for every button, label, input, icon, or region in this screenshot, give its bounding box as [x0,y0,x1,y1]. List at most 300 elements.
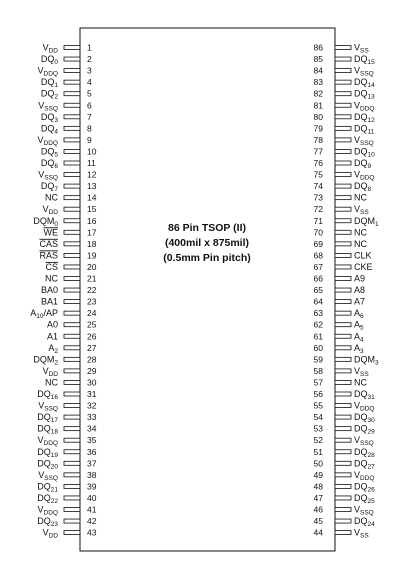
pin-signal [354,458,375,470]
pin-number: 70 [313,227,323,238]
pin-signal [48,343,58,355]
signal-subscript: 25 [367,497,375,505]
pin-signal [37,412,58,424]
signal-subscript: DDQ [360,174,375,182]
pin-lead [64,427,80,431]
signal-name: BA1 [40,296,58,307]
signal-subscript: DD [48,370,58,378]
pin-lead [64,230,80,234]
signal-subscript: 5 [360,324,364,332]
pin-signal [354,412,375,424]
pin-lead [64,404,80,408]
pin-lead [335,184,351,188]
pin-number: 5 [87,88,92,99]
signal-subscript: 24 [367,521,375,529]
signal-name: A [354,319,361,330]
pin-signal [38,135,58,147]
pin-lead [335,461,351,465]
pin-number: 12 [87,169,97,180]
pin-number: 22 [87,285,97,296]
pin-lead [335,103,351,107]
signal-name: V [354,435,361,446]
signal-subscript: 11 [367,128,375,136]
pin-signal [354,447,375,459]
signal-name: V [354,169,361,180]
pin-signal [41,77,59,89]
pin-signal [38,435,58,447]
pin-lead [64,277,80,281]
signal-name: CAS [39,238,58,249]
signal-subscript: 4 [54,128,58,136]
pin-lead [64,450,80,454]
signal-name: DQ [37,412,51,423]
pin-70 [314,227,368,237]
signal-name: V [38,169,45,180]
pin-signal [354,227,367,237]
pin-lead [64,46,80,50]
signal-name: V [37,435,44,446]
pin-number: 48 [313,481,323,492]
signal-name: A9 [354,273,366,284]
pin-signal [37,493,58,505]
pin-signal [38,505,58,517]
pin-number: 83 [313,77,323,88]
pin-signal [47,331,58,341]
signal-subscript: 7 [54,186,58,194]
signal-subscript: 16 [50,394,58,401]
signal-name: A [48,342,55,353]
pin-number: 43 [87,527,97,538]
signal-subscript: SS [360,209,369,217]
signal-name: DQ [354,389,368,399]
pin-lead [335,323,351,327]
pin-number: 2 [87,54,92,65]
pin-signal [45,274,58,284]
signal-subscript: DDQ [43,440,58,448]
pin-signal [41,181,59,193]
pin-number: 78 [313,134,323,145]
pin-signal [38,401,58,413]
pin-signal [30,308,58,320]
signal-subscript: 10 [367,151,375,159]
pin-lead [335,531,351,535]
signal-name: V [354,65,361,76]
pin-signal [354,146,375,158]
pin-23 [41,297,97,307]
pin-number: 27 [87,342,97,353]
pin-lead [64,161,80,165]
pin-lead [335,300,351,304]
pin-lead [64,415,80,419]
pin-lead [335,92,351,96]
pin-number: 42 [87,516,97,527]
pin-signal [33,216,58,228]
pin-number: 6 [87,100,92,111]
signal-subscript: 0 [54,220,58,228]
pin-lead [64,207,80,211]
signal-name: V [42,42,49,53]
pin-lead [335,519,351,523]
pin-signal [41,146,59,158]
pin-lead [64,253,80,257]
pin-67 [314,262,373,272]
pin-number: 4 [87,77,92,88]
pin-number: 24 [87,308,97,319]
pin-number: 51 [313,446,323,457]
signal-name: DQ [37,423,51,434]
pin-lead [335,219,351,223]
pin-number: 80 [313,111,323,122]
pin-65 [314,285,365,295]
signal-name: V [354,400,361,411]
pin-lead [64,149,80,153]
pin-signal [45,193,58,203]
signal-name: A1 [46,331,58,342]
signal-name: DQ [40,123,55,134]
pin-signal [354,354,379,366]
signal-name: V [354,134,361,145]
signal-subscript: SSQ [44,474,58,482]
pin-lead [335,149,351,153]
signal-subscript: 2 [54,93,58,101]
pin-number: 21 [87,273,97,284]
pin-lead [335,196,351,200]
pin-number: 66 [313,273,323,284]
signal-name: DQM [33,215,55,226]
pin-signal [354,424,375,436]
signal-subscript: SS [360,47,369,55]
pin-number: 34 [87,423,97,434]
signal-name: V [354,527,361,538]
pin-number: 55 [313,400,323,411]
signal-name: DQ [37,458,51,469]
pin-number: 65 [313,285,323,296]
pin-number: 18 [87,238,97,249]
pin-lead [64,392,80,396]
signal-name: DQ [40,146,55,157]
pin-number: 68 [313,250,323,261]
pin-signal [354,331,364,343]
signal-name: DQ [354,516,368,527]
pin-number: 82 [313,88,323,99]
pin-lead [64,531,80,535]
pin-lead [335,427,351,431]
pin-lead [64,57,80,61]
signal-name: DQ [40,77,55,88]
signal-subscript: 1 [375,220,379,228]
pin-signal [41,297,58,307]
pin-signal [354,528,369,540]
pin-57 [314,377,368,387]
pin-signal [354,250,372,260]
signal-subscript: 3 [360,347,364,355]
pin-signal [354,285,365,295]
pin-signal [45,377,58,387]
signal-subscript: SSQ [360,440,374,448]
pin-number: 36 [87,446,97,457]
signal-name: NC [354,377,367,388]
signal-subscript: 2 [54,347,58,355]
pin-number: 76 [313,158,323,168]
pin-signal [39,239,58,249]
pin-number: 15 [87,204,97,215]
signal-name: V [38,100,45,111]
signal-subscript: SS [360,532,369,540]
signal-subscript: 9 [367,163,372,170]
signal-subscript: DD [48,209,58,217]
pin-lead [64,346,80,350]
pin-number: 58 [313,365,323,376]
pin-signal [354,216,379,228]
pin-lead [335,392,351,396]
pin-signal [354,239,367,249]
pin-lead [335,230,351,234]
pin-signal [354,158,372,170]
signal-subscript: DD [48,532,58,540]
pin-number: 8 [87,123,92,134]
signal-subscript: 21 [50,486,58,494]
signal-suffix: /AP [43,308,58,319]
pin-lead [335,484,351,488]
pin-17 [44,227,97,237]
pin-lead [335,288,351,292]
pin-number: 3 [87,65,92,76]
pin-number: 32 [87,400,97,411]
signal-name: DQ [37,481,51,492]
pin-signal [43,366,59,378]
pin-signal [354,493,375,505]
pin-number: 45 [313,516,323,527]
pin-66 [314,274,365,284]
signal-subscript: SSQ [44,405,58,413]
pin-signal [354,181,372,193]
signal-subscript: 26 [367,486,375,494]
pin-number: 30 [87,377,97,388]
pin-signal [33,354,58,366]
pin-lead [335,473,351,477]
pin-number: 28 [87,354,97,365]
signal-name: CKE [354,261,373,272]
pin-lead [64,288,80,292]
signal-subscript: DD [48,47,58,55]
pin-number: 64 [313,296,323,307]
pin-number: 53 [313,423,323,434]
pin-signal [354,262,373,272]
signal-subscript: 20 [50,463,58,471]
pin-64 [314,297,365,307]
pin-lead [64,219,80,223]
signal-subscript: SSQ [360,509,374,517]
signal-name: V [354,204,361,215]
pin-signal [354,435,374,447]
signal-subscript: 8 [367,186,372,194]
pin-signal [38,66,58,78]
pin-lead [335,357,351,361]
pin-lead [64,196,80,200]
signal-name: V [42,204,49,215]
pin-number: 56 [313,389,323,399]
pin-lead [335,415,351,419]
signal-subscript: 4 [360,336,364,344]
pin-number: 77 [313,146,323,157]
signal-subscript: 1 [54,82,58,90]
signal-subscript: DDQ [360,474,375,482]
pin-lead [335,138,351,142]
signal-name: DQ [354,481,368,492]
signal-name: CLK [354,250,372,261]
signal-name: DQ [354,123,368,134]
pin-number: 71 [313,215,323,226]
pin-lead [335,126,351,130]
pin-lead [335,311,351,315]
signal-name: V [354,469,361,480]
pin-number: 35 [87,435,97,446]
signal-name: DQ [354,146,368,157]
pin-lead [64,461,80,465]
pin-signal [354,377,367,387]
pin-signal [354,274,365,284]
pin-signal [354,308,364,320]
pin-signal [44,227,59,237]
signal-name: BA0 [40,285,58,296]
signal-name: DQ [354,423,368,434]
pin-signal [37,458,58,470]
package-title-line-2: (400mil x 875mil) [164,237,250,249]
pin-number: 52 [313,435,323,446]
signal-subscript: 0 [54,59,58,67]
signal-subscript: 17 [50,417,58,425]
pin-number: 67 [313,261,323,272]
pin-signal [354,100,374,112]
signal-name: NC [45,192,58,203]
signal-subscript: 28 [367,451,375,459]
signal-name: DQ [40,54,55,65]
signal-name: DQ [354,111,368,122]
pin-signal [354,89,375,101]
signal-name: A [354,308,361,319]
pin-lead [335,508,351,512]
pin-number: 25 [87,319,97,330]
pin-number: 50 [313,458,323,469]
signal-name: DQ [37,389,51,399]
pin-lead [335,207,351,211]
pin-lead [64,184,80,188]
signal-subscript: 3 [375,359,379,367]
pin-18 [39,239,96,249]
signal-subscript: 6 [360,313,364,321]
pin-signal [354,481,375,493]
signal-subscript: 23 [50,521,58,529]
pin-lead [335,496,351,500]
pin-lead [335,277,351,281]
signal-subscript: DDQ [43,509,58,517]
pin-signal [47,320,58,330]
signal-subscript: DDQ [43,139,58,147]
pin-number: 7 [87,111,92,122]
pin-signal [41,158,59,170]
signal-name: DQ [354,181,368,192]
pin-signal [43,43,59,55]
pin-lead [335,369,351,373]
pin-20 [45,262,96,272]
pin-number: 74 [313,181,323,192]
pin-signal [354,343,364,355]
signal-subscript: 13 [367,93,375,101]
pin-21 [45,274,97,284]
signal-name: NC [354,227,367,238]
signal-name: V [38,469,45,480]
pin-signal [37,447,58,459]
pin-signal [43,204,59,216]
pin-signal [354,123,375,135]
signal-name: DQ [354,446,368,457]
pin-number: 72 [313,204,323,215]
signal-name: DQ [354,412,368,423]
pin-lead [64,242,80,246]
pin-lead [64,357,80,361]
signal-name: DQ [40,88,55,99]
pin-30 [45,377,97,387]
signal-name: V [37,504,44,515]
pin-lead [335,173,351,177]
pin-lead [335,80,351,84]
signal-name: A [354,342,361,353]
pin-lead [64,80,80,84]
pin-signal [38,170,58,182]
pin-number: 1 [87,42,92,53]
pin-number: 37 [87,458,97,469]
signal-name: A7 [354,296,366,307]
package-title-line-1: 86 Pin TSOP (II) [168,222,246,234]
pin-number: 75 [313,169,323,180]
signal-subscript: 27 [367,463,375,471]
pin-lead [335,69,351,73]
pin-lead [64,508,80,512]
pin-number: 46 [313,504,323,515]
signal-name: RAS [39,250,58,261]
pin-signal [41,123,59,135]
pin-number: 79 [313,123,323,134]
pin-number: 10 [87,146,97,157]
pin-19 [39,250,96,260]
signal-name: V [37,65,44,76]
pin-signal [41,285,58,295]
pin-73 [314,193,368,203]
signal-name: A8 [354,285,366,296]
pin-lead [64,380,80,384]
pin-number: 84 [313,65,323,76]
pin-lead [64,173,80,177]
signal-name: DQ [37,446,51,457]
signal-name: WE [43,227,58,238]
pin-lead [64,265,80,269]
pin-lead [335,253,351,257]
pin-number: 69 [313,238,323,249]
pin-lead [64,438,80,442]
pin-number: 60 [313,342,323,353]
pin-number: 49 [313,469,323,480]
pin-lead [64,473,80,477]
signal-subscript: 10 [36,313,44,321]
pin-signal [354,516,375,528]
left-pin-group [30,43,96,540]
signal-subscript: 18 [50,428,58,436]
signal-name: V [354,100,361,111]
pin-number: 73 [313,192,323,203]
pin-number: 23 [87,296,97,307]
pin-number: 62 [313,319,323,330]
pin-number: 29 [87,365,97,376]
